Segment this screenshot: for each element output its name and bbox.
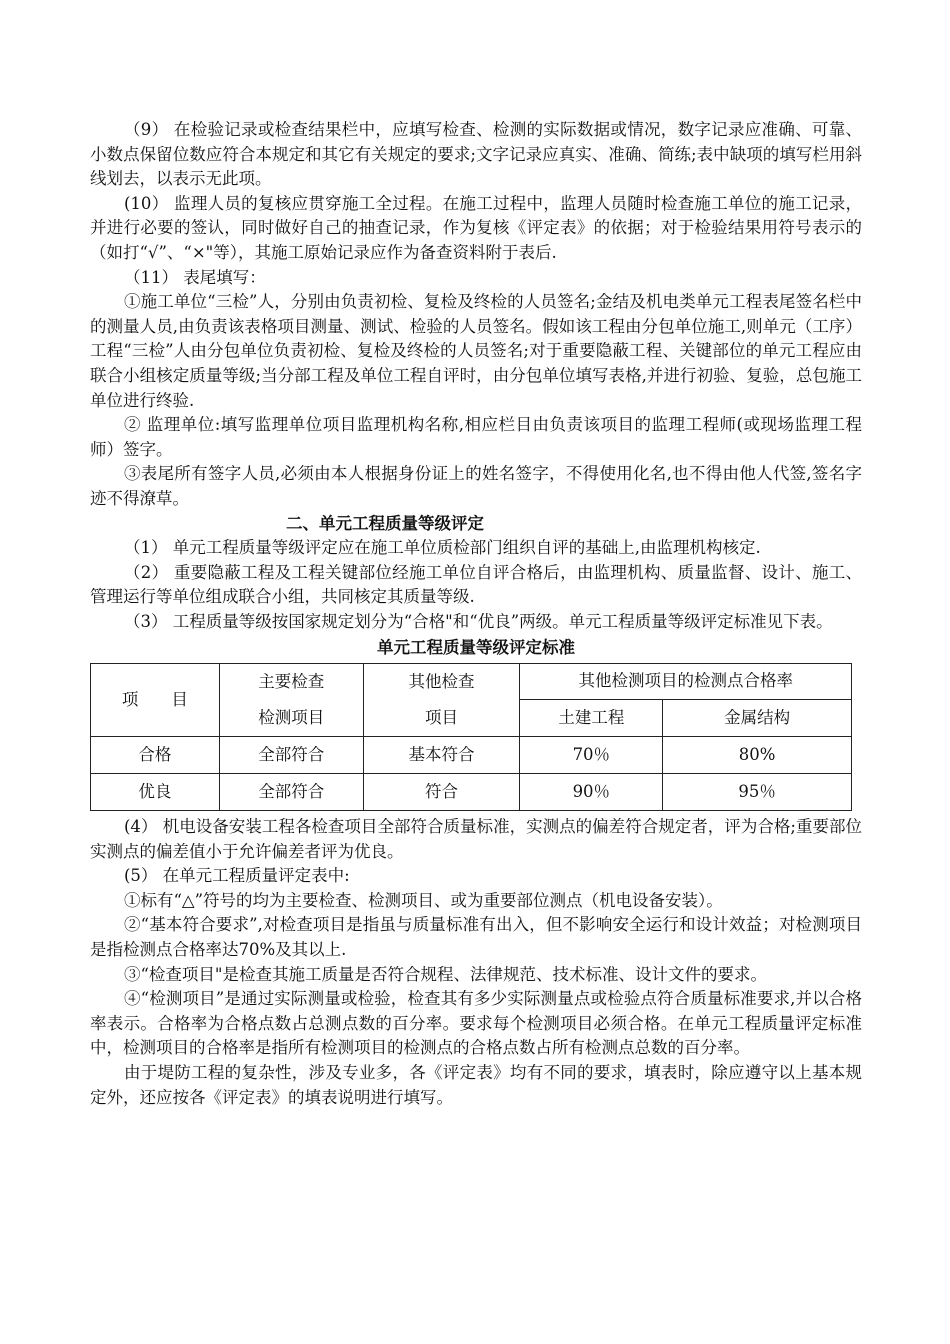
paragraph-s2-2: （2） 重要隐蔽工程及工程关键部位经施工单位自评合格后，由监理机构、质量监督、设计、施工、管理运行等单位组成联合小组，共同核定其质量等级. [90, 562, 862, 607]
header-main-line2: 检测项目 [258, 708, 325, 728]
header-main-check [219, 664, 363, 737]
table-header-row [91, 664, 852, 700]
paragraph-s2-5-item-2: ②“基本符合要求”,对检查项目是指虽与质量标准有出入，但不影响安全运行和设计效益；对检测项目是指检测点合格率达70%及其以上. [90, 915, 862, 960]
header-item: 项 目 [91, 664, 220, 737]
paragraph-s2-5: (5） 在单元工程质量评定表中: [124, 866, 350, 886]
table-row [91, 774, 852, 811]
header-other-line1: 其他检查 [408, 672, 475, 692]
cell-main: 全部符合 [219, 737, 363, 774]
document-page [90, 118, 862, 1110]
paragraph-11-item-2: ② 监理单位:填写监理单位项目监理机构名称,相应栏目由负责该项目的监理工程师(或现场监理工程师）签字。 [90, 415, 862, 459]
section-heading: 二、单元工程质量等级评定 [286, 513, 484, 533]
cell-other: 符合 [363, 774, 520, 811]
cell-grade: 合格 [91, 737, 220, 774]
cell-metal: 80% [663, 737, 852, 774]
paragraph-11: （11） 表尾填写： [124, 267, 266, 287]
cell-main: 全部符合 [219, 774, 363, 811]
cell-civil: 70％ [520, 737, 663, 774]
paragraph-10: (10） 监理人员的复核应贯穿施工全过程。在施工过程中，监理人员随时检查施工单位的施工记录，并进行必要的签认，同时做好自己的抽查记录，作为复核《评定表》的依据；对于检验结果用符号表示的（如打“√”、“×"等），其施工原始记录应作为备查资料附于表后. [90, 193, 862, 262]
paragraph-11-item-3: ③表尾所有签字人员,必须由本人根据身份证上的姓名签字，不得使用化名,也不得由他人代签,签名字迹不得潦草。 [90, 464, 862, 508]
header-civil: 土建工程 [520, 700, 663, 737]
grade-standard-table [90, 663, 852, 811]
header-other-line2: 项目 [425, 708, 459, 728]
paragraph-s2-1: （1） 单元工程质量等级评定应在施工单位质检部门组织自评的基础上,由监理机构核定. [124, 538, 761, 558]
header-metal: 金属结构 [663, 700, 852, 737]
cell-other: 基本符合 [363, 737, 520, 774]
header-rate: 其他检测项目的检测点合格率 [520, 664, 852, 700]
header-main-line1: 主要检查 [258, 672, 325, 692]
cell-civil: 90％ [520, 774, 663, 811]
header-other-check [363, 664, 520, 737]
table-row [91, 737, 852, 774]
paragraph-s2-3: （3） 工程质量等级按国家规定划分为“合格"和“优良”两级。单元工程质量等级评定标准见下表。 [124, 611, 833, 631]
table-title: 单元工程质量等级评定标准 [377, 638, 575, 658]
paragraph-s2-4: (4） 机电设备安装工程各检查项目全部符合质量标准，实测点的偏差符合规定者，评为合格;重要部位实测点的偏差值小于允许偏差者评为优良。 [90, 817, 862, 861]
paragraph-s2-5-item-4: ④“检测项目”是通过实际测量或检验，检查其有多少实际测量点或检验点符合质量标准要求,并以合格率表示。合格率为合格点数占总测点数的百分率。要求每个检测项目必须合格。在单元工程质量评定标准中，检测项目的合格率是指所有检测项目的检测点的合格点数占所有检测点总数的百分率。 [90, 989, 862, 1058]
paragraph-closing: 由于堤防工程的复杂性，涉及专业多，各《评定表》均有不同的要求，填表时，除应遵守以上基本规定外，还应按各《评定表》的填表说明进行填写。 [90, 1063, 862, 1107]
paragraph-11-item-1: ①施工单位“三检”人，分别由负责初检、复检及终检的人员签名;金结及机电类单元工程表尾签名栏中的测量人员,由负责该表格项目测量、测试、检验的人员签名。假如该工程由分包单位施工,则单元（工序）工程“三检”人由分包单位负责初检、复检及终检的人员签名;对于重要隐蔽工程、关键部位的单元工程应由联合小组核定质量等级;当分部工程及单位工程自评时，由分包单位填写表格,并进行初验、复验，总包施工单位进行终验. [90, 292, 862, 410]
paragraph-s2-5-item-3: ③“检查项目"是检查其施工质量是否符合规程、法律规范、技术标准、设计文件的要求。 [124, 964, 768, 984]
paragraph-s2-5-item-1: ①标有“△”符号的均为主要检查、检测项目、或为重要部位测点（机电设备安装）。 [124, 890, 723, 910]
cell-grade: 优良 [91, 774, 220, 811]
cell-metal: 95％ [663, 774, 852, 811]
paragraph-9: （9） 在检验记录或检查结果栏中，应填写检查、检测的实际数据或情况，数字记录应准确、可靠、小数点保留位数应符合本规定和其它有关规定的要求;文字记录应真实、准确、简练;表中缺项的填写栏用斜线划去，以表示无此项。 [90, 120, 862, 189]
